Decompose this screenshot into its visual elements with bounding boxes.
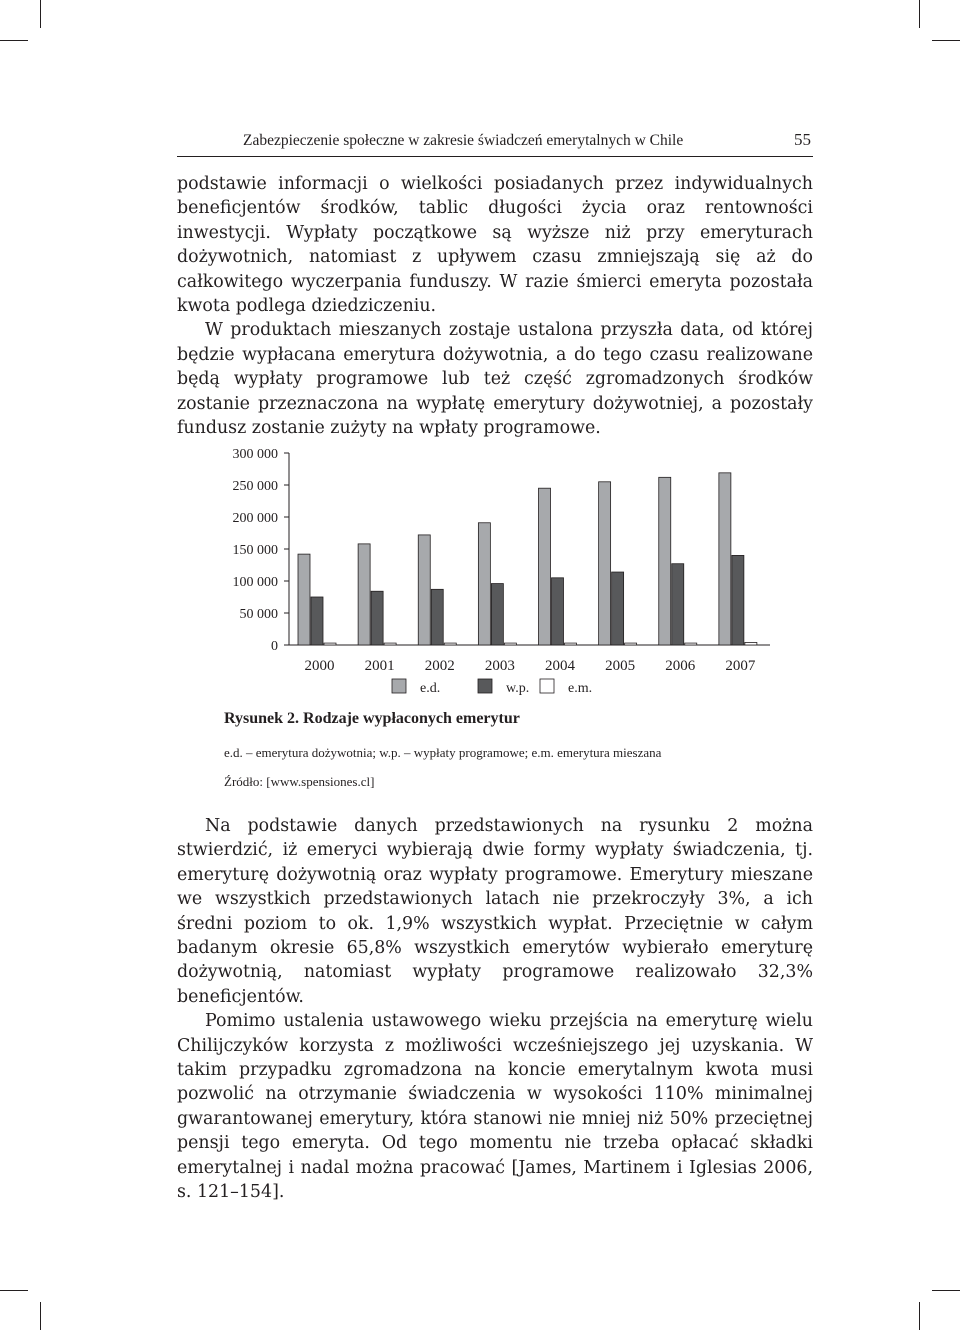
- bar-em: [444, 643, 456, 645]
- figure-abbreviations: e.d. – emerytura dożywotnia; w.p. – wypłaty programowe; e.m. emerytura mieszana: [224, 745, 662, 760]
- y-tick-label: 150 000: [232, 543, 278, 558]
- crop-mark: [919, 0, 920, 28]
- bar-chart: [210, 440, 800, 705]
- bar-em: [504, 643, 516, 645]
- y-tick-label: 200 000: [232, 511, 278, 526]
- bar-ed: [539, 488, 551, 645]
- bar-ed: [659, 477, 671, 645]
- bar-em: [565, 643, 577, 645]
- legend-swatch: [392, 679, 406, 693]
- bar-wp: [612, 572, 624, 645]
- crop-mark: [0, 40, 28, 41]
- bar-wp: [311, 597, 323, 645]
- bar-ed: [719, 473, 731, 645]
- bar-ed: [358, 544, 370, 645]
- bar-wp: [552, 578, 564, 645]
- figure-caption: Rysunek 2. Rodzaje wypłaconych emerytur: [224, 710, 520, 727]
- crop-mark: [0, 1290, 28, 1291]
- crop-mark: [919, 1302, 920, 1330]
- x-tick-label: 2007: [725, 658, 756, 674]
- page-header: [177, 128, 813, 157]
- bar-em: [685, 643, 697, 645]
- bar-ed: [298, 554, 310, 645]
- bar-wp: [732, 555, 744, 645]
- x-tick-label: 2002: [424, 658, 455, 674]
- crop-mark: [932, 1290, 960, 1291]
- x-tick-label: 2003: [484, 658, 515, 674]
- legend-label: w.p.: [506, 681, 530, 696]
- paragraph: podstawie informacji o wielkości posiadanych przez indywidualnych beneficjentów środków, tablic długości życia oraz rentowności inwestycji. Wypłaty początkowe są wyższe niż przy emeryturach dożywotnich, natomiast z upływem czasu zmniejszają się aż do całkowitego wyczerpania funduszy. W razie śmierci emeryta pozostała kwota podlega dziedziczeniu.: [177, 174, 813, 317]
- legend-label: e.m.: [568, 681, 593, 696]
- y-tick-label: 100 000: [232, 575, 278, 590]
- bar-ed: [599, 482, 611, 645]
- y-tick-label: 300 000: [232, 447, 278, 462]
- y-tick-label: 250 000: [232, 479, 278, 494]
- bar-wp: [672, 564, 684, 645]
- x-tick-label: 2005: [605, 658, 636, 674]
- paragraph: Na podstawie danych przedstawionych na rysunku 2 można stwierdzić, iż emeryci wybierają dwie formy wypłaty świadczenia, tj. emeryturę dożywotnią oraz wypłaty programowe. Emerytury mieszane we wszystkich przedstawionych latach nie przekroczyły 3%, a ich średni poziom to ok. 1,9% wszystkich wypłat. Przeciętnie w całym badanym okresie 65,8% wszystkich emerytów wybierało emeryturę dożywotnią, natomiast wypłaty programowe realizowało 32,3% beneficjentów.: [177, 816, 813, 1007]
- x-tick-label: 2000: [304, 658, 335, 674]
- page-number: 55: [794, 130, 811, 149]
- paragraph: Pomimo ustalenia ustawowego wieku przejścia na emeryturę wielu Chilijczyków korzysta z możliwości wcześniejszego jej uzyskania. W takim przypadku zgromadzona na koncie emerytalnym kwota musi pozwolić na otrzymanie świadczenia w wysokości 110% minimalnej gwarantowanej emerytury, która stanowi nie mniej niż 50% przeciętnej pensji tego emeryta. Od tego momentu nie trzeba opłacać składki emerytalnej i nadal można pracować [James, Martinem i Iglesias 2006, s. 121–154].: [177, 1011, 813, 1203]
- crop-mark: [932, 40, 960, 41]
- y-tick-label: 50 000: [239, 607, 278, 622]
- bar-em: [625, 643, 637, 645]
- figure: [210, 440, 800, 800]
- figure-source: Źródło: [www.spensiones.cl]: [224, 774, 375, 789]
- running-title: Zabezpieczenie społeczne w zakresie świadczeń emerytalnych w Chile: [243, 132, 684, 149]
- crop-mark: [40, 1302, 41, 1330]
- body-text-top: [177, 172, 813, 440]
- bar-wp: [431, 589, 443, 645]
- x-tick-label: 2006: [665, 658, 696, 674]
- bar-ed: [478, 523, 490, 645]
- bar-ed: [418, 535, 430, 645]
- bar-wp: [491, 584, 503, 645]
- legend-swatch: [478, 679, 492, 693]
- x-tick-label: 2004: [545, 658, 575, 674]
- crop-mark: [40, 0, 41, 28]
- bar-em: [324, 643, 336, 645]
- body-text-bottom: [177, 814, 813, 1205]
- bar-wp: [371, 591, 383, 645]
- x-tick-label: 2001: [364, 658, 395, 674]
- bar-em: [745, 642, 757, 645]
- bar-em: [384, 643, 396, 645]
- legend-swatch: [540, 679, 554, 693]
- paragraph: W produktach mieszanych zostaje ustalona przyszła data, od której będzie wypłacana emerytura dożywotnia, a do tego czasu realizowane będą wypłaty programowe lub też część zgromadzonych środków zostanie przeznaczona na wypłatę emerytury dożywotniej, a pozostały fundusz zostanie zużyty na wpłaty programowe.: [177, 320, 813, 439]
- y-tick-label: 0: [271, 639, 278, 654]
- legend-label: e.d.: [420, 681, 441, 696]
